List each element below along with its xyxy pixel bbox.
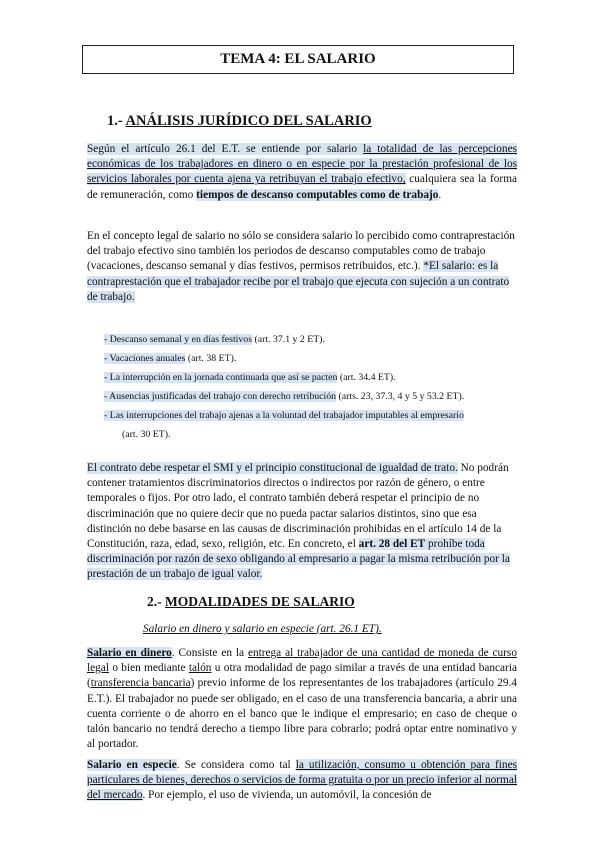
paragraph-salary-money	[87, 646, 517, 752]
p2-text-b: *El salario: es la contraprestación que el trabajador recibe por el trabajo que ejecuta con sujeción a un contrato de trabajo.	[87, 260, 510, 303]
list-item-text: - Las interrupciones del trabajo ajenas a la voluntad del trabajador imputables al empresario	[104, 410, 464, 421]
p4-text-e: talón	[188, 662, 212, 675]
document-title-text: TEMA 4: EL SALARIO	[220, 51, 376, 67]
p3-text-c: art. 28 del ET	[358, 538, 426, 551]
p1-text-c: cualquiera sea la forma de remuneración, como	[87, 173, 517, 201]
p4-text-g: transferencia bancaria	[90, 677, 191, 690]
p2-text-a: En el concepto legal de salario no sólo se considera salario lo percibido como contraprestación del trabajo efectivo sino también los periodos de descanso computables como de trabajo (vacaciones, descanso semanal y días festivos, permisos retribuidos, etc.).	[87, 230, 515, 273]
list-item-text: - La interrupción en la jornada continuada que así se pacten	[104, 372, 338, 383]
list-item-ref: (art. 37.1 y 2 ET).	[252, 334, 325, 345]
paragraph-legal-concept	[87, 229, 517, 305]
p5-text-b: . Se considera como tal	[176, 759, 296, 771]
paragraph-salary-definition	[87, 142, 517, 203]
p5-text-c: la utilización, consumo u obtención para fines particulares de bienes, derechos o servicios de forma gratuita o por un precio inferior al normal del mercado	[87, 759, 517, 802]
list-item-text: - Descanso semanal y en días festivos	[104, 334, 253, 345]
p4-text-h: ) previo informe de los representantes de los trabajadores (artículo 29.4 E.T.). El trabajador no puede ser obligado, en el caso de una transferencia bancaria, a abrir una cuenta corriente o de ahorro en el banco que le indique el empresario; en caso de cheque o talón bancario no tendrá derecho a tiempo libre para cobrarlo; podrá optar entre nominativo y al portador.	[87, 677, 518, 751]
list-item-text: - Vacaciones anuales	[104, 353, 186, 364]
p3-text-a: El contrato debe respetar el SMI y el principio constitucional de igualdad de trato.	[87, 462, 458, 474]
list-item-ref: (arts. 23, 37.3, 4 y 5 y 53.2 ET).	[336, 391, 465, 402]
computable-rest-list	[104, 330, 464, 444]
p4-text-a: Salario en dinero	[87, 647, 172, 659]
paragraph-salary-kind	[87, 758, 517, 804]
p4-text-f: u otra modalidad de pago similar a través de una entidad bancaria (	[87, 662, 517, 690]
p1-text-d: tiempos de descanso computables como de trabajo	[196, 188, 439, 201]
list-item	[104, 368, 464, 387]
list-item-ref: (art. 30 ET).	[122, 429, 171, 440]
section-1-title: ANÁLISIS JURÍDICO DEL SALARIO	[125, 113, 372, 129]
list-item	[104, 406, 464, 425]
p3-text-b: No podrán contener tratamientos discriminatorios directos o indirectos por razón de género, o entre temporales o fijos. Por otro lado, el contrato también deberá respetar el principio de no discriminación que no quiere decir que no pueda pactar salarios distintos, sino que esa distinción no debe basarse en las causas de discriminación prohibidas en el artículo 14 de la Constitución, raza, edad, sexo, religión, etc. En concreto, el	[87, 462, 509, 551]
p3-text-d: prohíbe toda discriminación por razón de sexo obligando al empresario a pagar la misma retribución por la prestación de un trabajo de igual valor.	[87, 538, 510, 581]
p1-text-b: la totalidad de las percepciones económicas de los trabajadores en dinero o en especie por la prestación profesional de los servicios laborales por cuenta ajena ya retribuyan el trabajo efectivo,	[87, 143, 517, 186]
p4-text-c: entrega al trabajador de una cantidad de moneda de curso legal	[87, 647, 517, 675]
list-item-text: - Ausencias justificadas del trabajo con derecho retribución	[104, 391, 337, 402]
p4-text-d: o bien mediante	[108, 662, 189, 675]
section-1-heading	[107, 113, 372, 130]
subheading-money-kind: Salario en dinero y salario en especie (art. 26.1 ET).	[143, 623, 382, 635]
p5-text-d: . Por ejemplo, el uso de vivienda, un automóvil, la concesión de	[142, 789, 432, 802]
p1-text-e: .	[438, 188, 442, 201]
document-title	[82, 45, 514, 74]
list-item-ref: (art. 38 ET).	[185, 353, 237, 364]
list-item	[104, 387, 464, 406]
section-2-heading	[147, 594, 355, 610]
list-item-ref: (art. 34.4 ET).	[337, 372, 396, 383]
paragraph-equal-treatment	[87, 461, 517, 583]
section-1-number: 1.-	[107, 113, 123, 129]
section-2-number: 2.-	[147, 594, 162, 609]
list-item	[104, 349, 464, 368]
p4-text-b: . Consiste en la	[171, 647, 248, 659]
list-item	[104, 330, 464, 349]
p1-text-a: Según el artículo 26.1 del E.T. se entiende por salario	[87, 143, 364, 155]
p5-text-a: Salario en especie	[87, 759, 177, 771]
list-item-continuation	[104, 425, 464, 444]
section-2-title: MODALIDADES DE SALARIO	[165, 594, 355, 609]
